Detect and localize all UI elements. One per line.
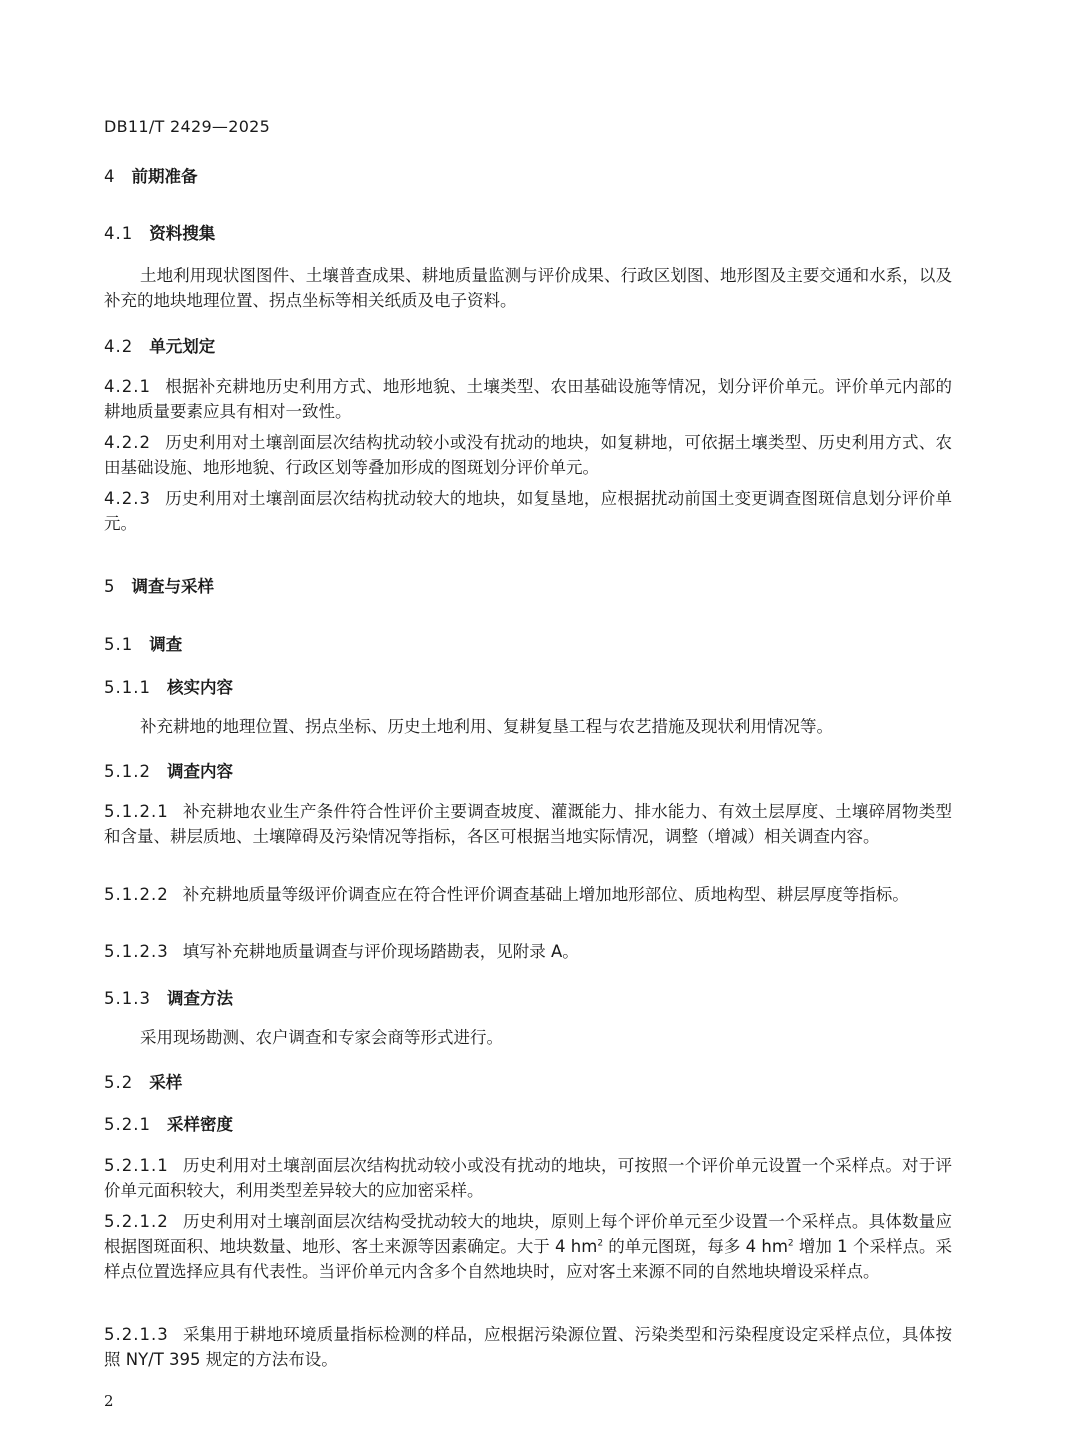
clause-5-1-2-2 — [104, 882, 952, 907]
heading-number: 5 — [104, 577, 116, 596]
paragraph-4-1: 土地利用现状图图件、土壤普查成果、耕地质量监测与评价成果、行政区划图、地形图及主要交通和水系，以及补充的地块地理位置、拐点坐标等相关纸质及电子资料。 — [104, 266, 952, 310]
heading-section-5-1-2 — [104, 758, 952, 782]
clause-text: 填写补充耕地质量调查与评价现场踏勘表，见附录 A。 — [182, 942, 579, 961]
heading-number: 5.1.1 — [104, 678, 151, 697]
heading-number: 4.2 — [104, 337, 134, 356]
clause-5-2-1-2 — [104, 1209, 952, 1284]
page-number: 2 — [104, 1392, 114, 1410]
clause-5-1-2-3 — [104, 939, 952, 964]
heading-number: 5.2 — [104, 1073, 134, 1092]
clause-number: 4.2.3 — [104, 489, 151, 508]
clause-number: 5.1.2.3 — [104, 942, 169, 961]
heading-section-5-1-1 — [104, 674, 952, 698]
heading-title: 前期准备 — [131, 167, 198, 186]
clause-4-2-3 — [104, 486, 952, 536]
heading-number: 4.1 — [104, 224, 134, 243]
document-code: DB11/T 2429—2025 — [104, 117, 271, 136]
superscript-2: 2 — [787, 1238, 794, 1249]
heading-number: 5.1.2 — [104, 762, 151, 781]
heading-title: 采样密度 — [166, 1115, 233, 1134]
heading-title: 调查 — [149, 635, 183, 654]
heading-number: 5.1 — [104, 635, 134, 654]
heading-section-5-1 — [104, 631, 952, 655]
clause-number: 4.2.1 — [104, 377, 151, 396]
heading-title: 调查与采样 — [131, 577, 214, 596]
clause-text-a: 历史利用对土壤剖面层次结构受扰动较大的地块，原则上每个评价单元至少设置一个采样点。具体数量应根据图斑面积、地块数量、地形、客土来源等因素确定。大于 4 hm — [104, 1212, 952, 1256]
clause-4-2-2 — [104, 430, 952, 480]
clause-text: 采集用于耕地环境质量指标检测的样品，应根据污染源位置、污染类型和污染程度设定采样点位，具体按照 NY/T 395 规定的方法布设。 — [104, 1325, 952, 1369]
heading-section-4-1 — [104, 220, 952, 244]
superscript-2: 2 — [597, 1238, 604, 1249]
clause-number: 5.2.1.3 — [104, 1325, 169, 1344]
paragraph-5-1-1: 补充耕地的地理位置、拐点坐标、历史土地利用、复耕复垦工程与农艺措施及现状利用情况等。 — [140, 717, 833, 736]
clause-number: 5.2.1.1 — [104, 1156, 169, 1175]
heading-title: 调查方法 — [166, 989, 233, 1008]
heading-number: 5.1.3 — [104, 989, 151, 1008]
heading-title: 单元划定 — [149, 337, 216, 356]
clause-text-c: 增加 1 个采样点。采样点位置选择应具有代表性。当评价单元内含多个自然地块时，应对客土来源不同的自然地块增设采样点。 — [104, 1237, 952, 1281]
heading-section-4-2 — [104, 333, 952, 357]
clause-text-b: 的单元图斑，每多 4 hm — [603, 1237, 788, 1256]
clause-text: 补充耕地农业生产条件符合性评价主要调查坡度、灌溉能力、排水能力、有效土层厚度、土壤碎屑物类型和含量、耕层质地、土壤障碍及污染情况等指标，各区可根据当地实际情况，调整（增减）相关调查内容。 — [104, 802, 952, 846]
heading-section-5-2 — [104, 1069, 952, 1093]
heading-title: 核实内容 — [166, 678, 233, 697]
clause-5-2-1-1 — [104, 1153, 952, 1203]
clause-number: 5.1.2.1 — [104, 802, 169, 821]
clause-text: 历史利用对土壤剖面层次结构扰动较小或没有扰动的地块，可按照一个评价单元设置一个采样点。对于评价单元面积较大，利用类型差异较大的应加密采样。 — [104, 1156, 952, 1200]
clause-4-2-1 — [104, 374, 952, 424]
heading-section-5-1-3 — [104, 985, 952, 1009]
heading-title: 资料搜集 — [149, 224, 216, 243]
heading-title: 调查内容 — [166, 762, 233, 781]
clause-number: 5.2.1.2 — [104, 1212, 169, 1231]
clause-5-2-1-3 — [104, 1322, 952, 1372]
heading-number: 4 — [104, 167, 116, 186]
clause-text: 根据补充耕地历史利用方式、地形地貌、土壤类型、农田基础设施等情况，划分评价单元。评价单元内部的耕地质量要素应具有相对一致性。 — [104, 377, 952, 421]
clause-number: 4.2.2 — [104, 433, 151, 452]
paragraph-5-1-3: 采用现场勘测、农户调查和专家会商等形式进行。 — [140, 1028, 503, 1047]
heading-title: 采样 — [149, 1073, 183, 1092]
clause-5-1-2-1 — [104, 799, 952, 849]
clause-text: 历史利用对土壤剖面层次结构扰动较大的地块，如复垦地，应根据扰动前国土变更调查图斑信息划分评价单元。 — [104, 489, 952, 533]
heading-section-5 — [104, 573, 952, 597]
heading-number: 5.2.1 — [104, 1115, 151, 1134]
heading-section-5-2-1 — [104, 1111, 952, 1135]
clause-text: 补充耕地质量等级评价调查应在符合性评价调查基础上增加地形部位、质地构型、耕层厚度等指标。 — [182, 885, 909, 904]
clause-text: 历史利用对土壤剖面层次结构扰动较小或没有扰动的地块，如复耕地，可依据土壤类型、历史利用方式、农田基础设施、地形地貌、行政区划等叠加形成的图斑划分评价单元。 — [104, 433, 952, 477]
heading-section-4 — [104, 163, 952, 187]
clause-number: 5.1.2.2 — [104, 885, 169, 904]
